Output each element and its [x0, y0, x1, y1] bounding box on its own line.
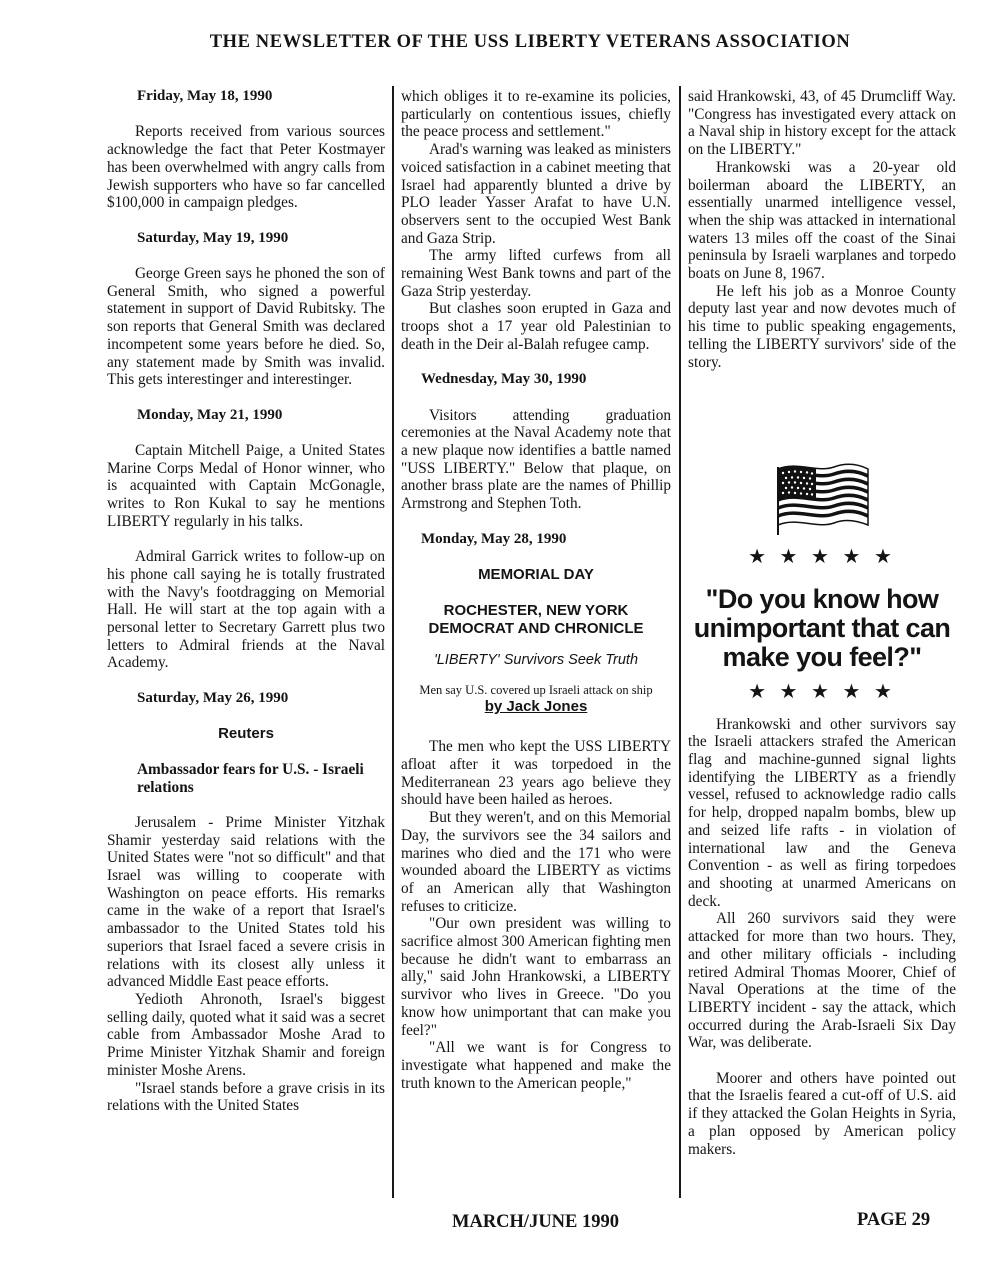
paragraph: Captain Mitchell Paige, a United States Marine Corps Medal of Honor winner, who is acquainted with Captain McGonagle, writes to Ron Kukal to say he mentions LIBERTY regularly in his talks. — [107, 441, 385, 530]
paragraph: The army lifted curfews from all remaining West Bank towns and part of the Gaza Strip yesterday. — [401, 247, 671, 300]
date-heading: Monday, May 21, 1990 — [137, 406, 283, 423]
column-2 — [401, 88, 671, 1198]
date-heading: Monday, May 28, 1990 — [421, 530, 567, 547]
paragraph: Jerusalem - Prime Minister Yitzhak Shamir yesterday said relations with the United States were "not so difficult" and that Israel was willing to cooperate with Washington on peace efforts. His remarks came in the wake of a report that Israel's ambassador to the United States told his superiors that Israel faced a severe crisis in relations with its closest ally unless it advanced Middle East peace efforts. — [107, 813, 385, 991]
paragraph: said Hrankowski, 43, of 45 Drumcliff Way. "Congress has investigated every attack on a Naval ship in history except for the attack on the LIBERTY." — [688, 88, 956, 159]
article-subtitle: Men say U.S. covered up Israeli attack on ship — [419, 683, 653, 698]
stars-divider-top: ★ ★ ★ ★ ★ — [748, 546, 896, 569]
newspaper-heading: ROCHESTER, NEW YORK DEMOCRAT AND CHRONICLE — [428, 601, 644, 637]
paragraph: He left his job as a Monroe County deputy last year and now devotes much of his time to public speaking engagements, telling the LIBERTY survivors' side of the story. — [688, 282, 956, 371]
stars-divider-bottom: ★ ★ ★ ★ ★ — [748, 680, 896, 703]
paragraph: "All we want is for Congress to investigate what happened and make the truth known to the American people," — [401, 1039, 671, 1092]
paragraph: Yedioth Ahronoth, Israel's biggest selling daily, quoted what it said was a secret cable from Ambassador Moshe Arad to Prime Minister Yitzhak Shamir and foreign minister Moshe Arens. — [107, 991, 385, 1079]
date-heading: Saturday, May 19, 1990 — [137, 229, 289, 246]
column-rule-left — [392, 86, 394, 1198]
paragraph: Arad's warning was leaked as ministers voiced satisfaction in a cabinet meeting that Israel had apparently blunted a drive by PLO leader Yasser Arafat to have U.N. observers sent to the occupied West Bank and Gaza Strip. — [401, 141, 671, 247]
memorial-day-heading: MEMORIAL DAY — [478, 565, 594, 583]
paragraph: which obliges it to re-examine its policies, particularly on contentious issues, chiefly the peace process and settlement." — [401, 88, 671, 141]
date-heading: Friday, May 18, 1990 — [137, 88, 273, 104]
paragraph: Moorer and others have pointed out that the Israelis feared a cut-off of U.S. aid if they attacked the Golan Heights in Syria, a plan opposed by American policy makers. — [688, 1069, 956, 1158]
paragraph: But clashes soon erupted in Gaza and troops shot a 17 year old Palestinian to death in the Deir al-Balah refugee camp. — [401, 300, 671, 353]
date-heading: Saturday, May 26, 1990 — [137, 689, 289, 706]
date-heading: Wednesday, May 30, 1990 — [421, 371, 587, 388]
article-title: 'LIBERTY' Survivors Seek Truth — [433, 651, 639, 668]
article-subhead: Ambassador fears for U.S. - Israeli relations — [137, 760, 364, 796]
paragraph: Reports received from various sources acknowledge the fact that Peter Kostmayer has been overwhelmed with angry calls from Jewish supporters who have so far cancelled $100,000 in campaign pledges. — [107, 123, 385, 212]
column-rule-right — [679, 86, 681, 1198]
paragraph: George Green says he phoned the son of General Smith, who signed a powerful statement in support of David Rubitsky. The son reports that General Smith was declared incompetent some years before he died. So, any statement made by Smith was invalid. This gets interestinger and interestinger. — [107, 264, 385, 389]
byline: by Jack Jones — [484, 698, 588, 716]
column-1 — [107, 88, 385, 1198]
american-flag-icon — [772, 459, 872, 539]
paragraph: All 260 survivors said they were attacked for more than two hours. They, and other military officials - including retired Admiral Thomas Moorer, Chief of Naval Operations at the time of the LIBERTY incident - say the attack, which occurred during the Arab-Israeli Six Day War, was deliberate. — [688, 910, 956, 1052]
paragraph: But they weren't, and on this Memorial Day, the survivors see the 34 sailors and marines who died and the 171 who were wounded aboard the LIBERTY as victims of an American ally that Washington refuses to criticize. — [401, 809, 671, 915]
paragraph: "Our own president was willing to sacrifice almost 300 American fighting men because he didn't want to embarrass an ally," said John Hrankowski, a LIBERTY survivor who lives in Greece. "Do you know how unimportant that can make you feel?" — [401, 915, 671, 1039]
newsletter-header: THE NEWSLETTER OF THE USS LIBERTY VETERANS ASSOCIATION — [209, 32, 851, 52]
paragraph: Admiral Garrick writes to follow-up on his phone call saying he is totally frustrated with the Navy's footdragging on Memorial Hall. He will start at the top again with a personal letter to Secretary Garrett plus two letters to Admiral friends at the Naval Academy. — [107, 548, 385, 672]
paragraph: The men who kept the USS LIBERTY afloat after it was torpedoed in the Mediterranean 23 years ago believe they should have been hailed as heroes. — [401, 738, 671, 809]
source-label: Reuters — [218, 725, 274, 743]
paragraph: Visitors attending graduation ceremonies at the Naval Academy note that a new plaque now identifies a battle named "USS LIBERTY." Below that plaque, on another brass plate are the names of Phillip Armstrong and Stephen Toth. — [401, 406, 671, 513]
pull-quote: "Do you know how unimportant that can make you feel?" — [693, 583, 951, 672]
column-3 — [688, 88, 956, 1198]
paragraph: "Israel stands before a grave crisis in its relations with the United States — [107, 1079, 385, 1115]
issue-date: MARCH/JUNE 1990 — [452, 1212, 620, 1232]
page-number: PAGE 29 — [857, 1210, 931, 1230]
paragraph: Hrankowski and other survivors say the Israeli attackers strafed the American flag and machine-gunned signal lights identifying the LIBERTY as a friendly vessel, refused to acknowledge radio calls for help, dropped napalm bombs, blew up and seized life rafts - in violation of international law and the Geneva Convention - as well as firing torpedoes and shooting at unarmed Americans on deck. — [688, 715, 956, 910]
paragraph: Hrankowski was a 20-year old boilerman aboard the LIBERTY, an essentially unarmed intelligence vessel, when the ship was attacked in international waters 13 miles off the coast of the Sinai peninsula by Israeli warplanes and torpedo boats on June 8, 1967. — [688, 158, 956, 283]
